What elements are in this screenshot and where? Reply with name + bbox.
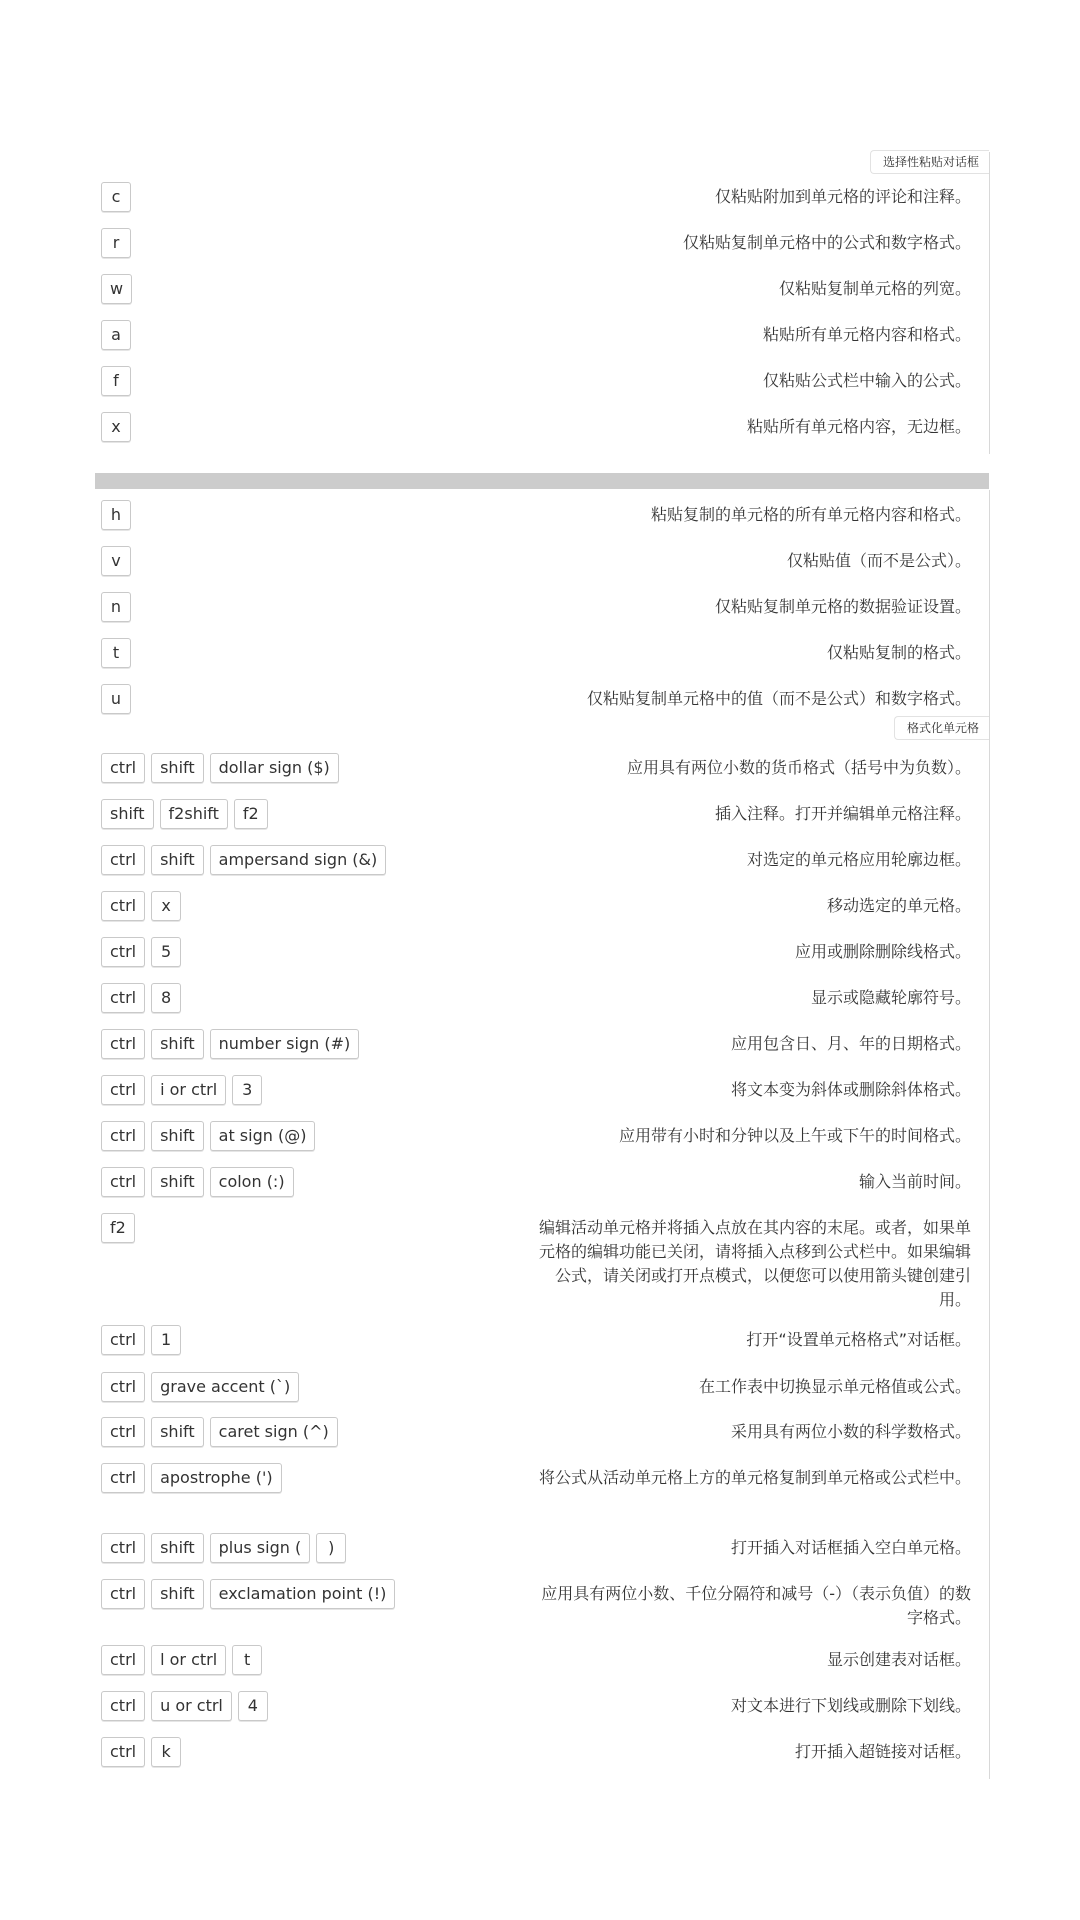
shortcut-keys bbox=[101, 366, 131, 396]
shortcut-description: 粘贴复制的单元格的所有单元格内容和格式。 bbox=[650, 505, 971, 524]
shortcut-description: 仅粘贴复制单元格的数据验证设置。 bbox=[714, 597, 971, 616]
key-badge: at sign (@) bbox=[210, 1121, 316, 1151]
shortcut-keys bbox=[101, 1579, 395, 1609]
key-badge: t bbox=[101, 638, 131, 668]
key-badge: a bbox=[101, 320, 131, 350]
key-badge: number sign (#) bbox=[210, 1029, 360, 1059]
key-badge: ctrl bbox=[101, 1691, 145, 1721]
key-badge: ctrl bbox=[101, 753, 145, 783]
shortcut-description: 采用具有两位小数的科学数格式。 bbox=[730, 1422, 971, 1441]
key-badge: 4 bbox=[238, 1691, 268, 1721]
shortcut-description: 编辑活动单元格并将插入点放在其内容的末尾。或者，如果单元格的编辑功能已关闭，请将插入点移到公式栏中。如果编辑公式，请关闭或打开点模式，以便您可以使用箭头键创建引用。 bbox=[538, 1218, 971, 1309]
key-badge: caret sign (^) bbox=[210, 1417, 338, 1447]
key-badge: colon (:) bbox=[210, 1167, 294, 1197]
shortcut-keys bbox=[101, 500, 131, 530]
shortcut-keys bbox=[101, 320, 131, 350]
key-badge: shift bbox=[151, 845, 204, 875]
shortcut-description: 显示或隐藏轮廓符号。 bbox=[810, 988, 971, 1007]
paste-special-section-continued bbox=[95, 490, 990, 726]
key-badge: ctrl bbox=[101, 937, 145, 967]
shortcut-keys bbox=[101, 1372, 299, 1402]
shortcut-description: 仅粘贴复制单元格的列宽。 bbox=[778, 279, 971, 298]
key-badge: r bbox=[101, 228, 131, 258]
shortcut-description: 将文本变为斜体或删除斜体格式。 bbox=[730, 1080, 971, 1099]
key-badge: shift bbox=[151, 1417, 204, 1447]
shortcut-keys bbox=[101, 1075, 262, 1105]
section-divider bbox=[95, 473, 989, 489]
key-badge: f2shift bbox=[160, 799, 228, 829]
key-badge: i or ctrl bbox=[151, 1075, 226, 1105]
shortcut-keys bbox=[101, 937, 181, 967]
key-badge: ctrl bbox=[101, 1372, 145, 1402]
key-badge: 3 bbox=[232, 1075, 262, 1105]
key-badge: x bbox=[101, 412, 131, 442]
shortcut-keys bbox=[101, 1533, 346, 1563]
shortcut-keys bbox=[101, 1167, 294, 1197]
section-title: 选择性粘贴对话框 bbox=[870, 150, 989, 174]
paste-special-section bbox=[95, 152, 990, 454]
shortcut-description: 显示创建表对话框。 bbox=[826, 1650, 971, 1669]
shortcut-description: 仅粘贴复制单元格中的值（而不是公式）和数字格式。 bbox=[586, 689, 971, 708]
key-badge: ampersand sign (&) bbox=[210, 845, 387, 875]
key-badge: w bbox=[101, 274, 132, 304]
shortcut-description: 应用带有小时和分钟以及上午或下午的时间格式。 bbox=[618, 1126, 971, 1145]
key-badge: ctrl bbox=[101, 1167, 145, 1197]
key-badge: ctrl bbox=[101, 891, 145, 921]
shortcut-description: 打开“设置单元格格式”对话框。 bbox=[746, 1330, 971, 1349]
key-badge: apostrophe (') bbox=[151, 1463, 281, 1493]
key-badge: h bbox=[101, 500, 131, 530]
shortcut-keys bbox=[101, 1325, 181, 1355]
key-badge: grave accent (`) bbox=[151, 1372, 299, 1402]
shortcut-keys bbox=[101, 1691, 268, 1721]
shortcut-description: 仅粘贴复制的格式。 bbox=[826, 643, 971, 662]
key-badge: exclamation point (!) bbox=[210, 1579, 396, 1609]
shortcut-description: 移动选定的单元格。 bbox=[826, 896, 971, 915]
key-badge: 5 bbox=[151, 937, 181, 967]
shortcut-description: 对文本进行下划线或删除下划线。 bbox=[730, 1696, 971, 1715]
shortcut-keys bbox=[101, 638, 131, 668]
shortcut-keys bbox=[101, 845, 386, 875]
shortcut-description: 粘贴所有单元格内容和格式。 bbox=[762, 325, 971, 344]
key-badge: ctrl bbox=[101, 1417, 145, 1447]
shortcut-keys bbox=[101, 684, 131, 714]
shortcut-description: 应用或删除删除线格式。 bbox=[794, 942, 971, 961]
shortcut-keys bbox=[101, 274, 132, 304]
shortcut-keys bbox=[101, 753, 339, 783]
shortcut-keys bbox=[101, 1213, 135, 1243]
key-badge: u bbox=[101, 684, 131, 714]
key-badge: shift bbox=[151, 1121, 204, 1151]
key-badge: shift bbox=[151, 1579, 204, 1609]
shortcut-description: 打开插入超链接对话框。 bbox=[794, 1742, 971, 1761]
shortcut-keys bbox=[101, 546, 131, 576]
key-badge: ctrl bbox=[101, 1029, 145, 1059]
key-badge: shift bbox=[151, 1533, 204, 1563]
key-badge: x bbox=[151, 891, 181, 921]
key-badge: shift bbox=[151, 753, 204, 783]
key-badge: ctrl bbox=[101, 1075, 145, 1105]
key-badge: f2 bbox=[101, 1213, 135, 1243]
key-badge: c bbox=[101, 182, 131, 212]
shortcut-keys bbox=[101, 1121, 315, 1151]
shortcut-description: 输入当前时间。 bbox=[858, 1172, 971, 1191]
shortcut-description: 仅粘贴复制单元格中的公式和数字格式。 bbox=[682, 233, 971, 252]
shortcut-keys bbox=[101, 891, 181, 921]
shortcut-description: 应用具有两位小数的货币格式（括号中为负数）。 bbox=[626, 758, 971, 777]
shortcut-description: 粘贴所有单元格内容，无边框。 bbox=[746, 417, 971, 436]
key-badge: ctrl bbox=[101, 1579, 145, 1609]
shortcut-description: 对选定的单元格应用轮廓边框。 bbox=[746, 850, 971, 869]
shortcut-keys bbox=[101, 182, 131, 212]
key-badge: ctrl bbox=[101, 1325, 145, 1355]
shortcut-description: 仅粘贴公式栏中输入的公式。 bbox=[762, 371, 971, 390]
key-badge: t bbox=[232, 1645, 262, 1675]
shortcut-keys bbox=[101, 228, 131, 258]
shortcut-description: 应用具有两位小数、千位分隔符和减号（-）（表示负值）的数字格式。 bbox=[541, 1584, 971, 1627]
key-badge: ctrl bbox=[101, 983, 145, 1013]
key-badge: ) bbox=[316, 1533, 346, 1563]
shortcut-keys bbox=[101, 1737, 181, 1767]
shortcut-description: 将公式从活动单元格上方的单元格复制到单元格或公式栏中。 bbox=[538, 1468, 971, 1487]
key-badge: v bbox=[101, 546, 131, 576]
key-badge: l or ctrl bbox=[151, 1645, 226, 1675]
shortcut-description: 仅粘贴附加到单元格的评论和注释。 bbox=[714, 187, 971, 206]
format-cells-section bbox=[95, 718, 990, 1779]
key-badge: u or ctrl bbox=[151, 1691, 232, 1721]
key-badge: ctrl bbox=[101, 845, 145, 875]
key-badge: 8 bbox=[151, 983, 181, 1013]
key-badge: shift bbox=[151, 1029, 204, 1059]
key-badge: ctrl bbox=[101, 1645, 145, 1675]
key-badge: ctrl bbox=[101, 1737, 145, 1767]
shortcut-keys bbox=[101, 1029, 359, 1059]
key-badge: shift bbox=[151, 1167, 204, 1197]
key-badge: ctrl bbox=[101, 1533, 145, 1563]
shortcut-keys bbox=[101, 412, 131, 442]
key-badge: plus sign ( bbox=[210, 1533, 311, 1563]
section-title: 格式化单元格 bbox=[894, 716, 989, 740]
shortcut-description: 仅粘贴值（而不是公式）。 bbox=[786, 551, 971, 570]
shortcut-keys bbox=[101, 1417, 338, 1447]
shortcut-description: 打开插入对话框插入空白单元格。 bbox=[730, 1538, 971, 1557]
shortcut-description: 插入注释。打开并编辑单元格注释。 bbox=[714, 804, 971, 823]
key-badge: k bbox=[151, 1737, 181, 1767]
shortcut-keys bbox=[101, 1463, 282, 1493]
shortcut-keys bbox=[101, 983, 181, 1013]
key-badge: 1 bbox=[151, 1325, 181, 1355]
shortcut-description: 在工作表中切换显示单元格值或公式。 bbox=[698, 1377, 971, 1396]
key-badge: f2 bbox=[234, 799, 268, 829]
key-badge: f bbox=[101, 366, 131, 396]
key-badge: dollar sign ($) bbox=[210, 753, 339, 783]
shortcut-keys bbox=[101, 799, 268, 829]
key-badge: n bbox=[101, 592, 131, 622]
key-badge: ctrl bbox=[101, 1463, 145, 1493]
shortcut-keys bbox=[101, 592, 131, 622]
key-badge: shift bbox=[101, 799, 154, 829]
key-badge: ctrl bbox=[101, 1121, 145, 1151]
shortcut-keys bbox=[101, 1645, 262, 1675]
shortcut-description: 应用包含日、月、年的日期格式。 bbox=[730, 1034, 971, 1053]
